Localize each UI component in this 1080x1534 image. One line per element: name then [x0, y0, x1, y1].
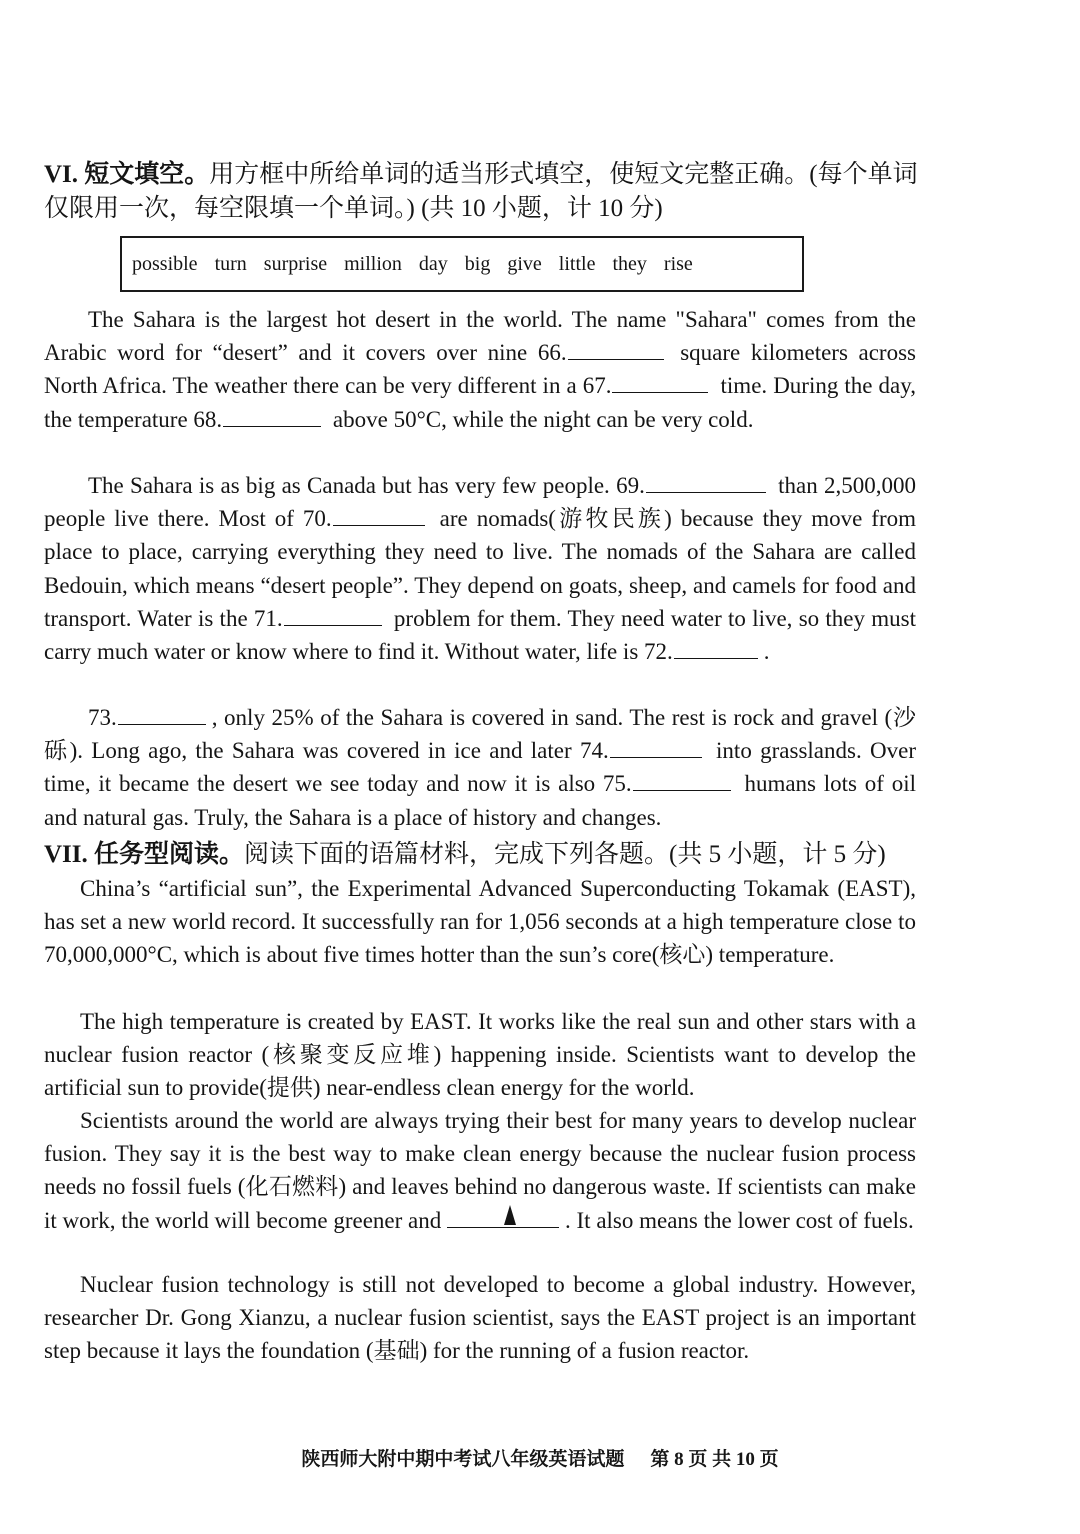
paragraph-text: into grasslands. Over time, it became the desert we see today and now it is also 75. [44, 738, 916, 797]
answer-blank-75[interactable] [633, 770, 731, 791]
answer-blank-67[interactable] [612, 372, 708, 393]
answer-blank-69[interactable] [646, 472, 766, 493]
footer-exam-title: 陕西师大附中期中考试八年级英语试题 [301, 1449, 625, 1470]
word-bank-word: turn [214, 252, 247, 275]
paragraph-text: 73. [88, 705, 117, 730]
answer-blank-70[interactable] [333, 505, 425, 526]
section-7-title-instructions: 阅读下面的语篇材料，完成下列各题。(共 5 小题，计 5 分) [244, 841, 886, 868]
paragraph-text: Scientists around the world are always trying their best for many years to develop nuclear fusion. They say it is the best way to make clean energy because the nuclear fusion process needs no fossil fuels (化石燃料) and leaves behind no dangerous waste. If scientists can make it work, the world will become greener and [44, 1108, 916, 1233]
word-bank-word: million [344, 252, 402, 275]
section-6-title-bold: VI. 短文填空。 [44, 161, 210, 188]
passage-paragraph-1 [44, 303, 916, 436]
section-7-title-bold: VII. 任务型阅读。 [44, 841, 245, 868]
word-bank-word: give [507, 252, 542, 275]
answer-blank-66[interactable] [568, 339, 664, 360]
paragraph-text: above 50°C, while the night can be very cold. [327, 406, 754, 432]
answer-blank-71[interactable] [284, 605, 382, 626]
word-bank-word: surprise [263, 252, 328, 275]
reading-paragraph-2 [44, 1005, 916, 1105]
word-bank-box [120, 236, 804, 292]
paragraph-text: . [763, 639, 770, 665]
answer-blank-73[interactable] [118, 704, 206, 725]
task-answer-blank[interactable] [447, 1205, 559, 1228]
passage-paragraph-2 [44, 469, 916, 668]
answer-blank-68[interactable] [223, 406, 321, 427]
paragraph-text: than 2,500,000 people live there. Most of 70. [44, 473, 916, 532]
page-footer [0, 1444, 1080, 1471]
answer-blank-74[interactable] [610, 737, 702, 758]
paragraph-text: The Sahara is as big as Canada but has very few people. 69. [88, 473, 645, 498]
word-bank-word: possible [132, 252, 198, 275]
reading-paragraph-3 [44, 1104, 916, 1237]
reading-paragraph-4 [44, 1268, 916, 1368]
paragraph-text: Nuclear fusion technology is still not developed to become a global industry. However, researcher Dr. Gong Xianzu, a nuclear fusion scientist, says the EAST project is an important step because it lays the foundation (基础) for the running of a fusion reactor. [44, 1272, 916, 1364]
passage-paragraph-3 [44, 701, 916, 834]
triangle-marker-icon [503, 1205, 517, 1225]
word-bank-word: rise [663, 252, 693, 275]
paragraph-text: problem for them. They need water to live, so they must carry much water or know where to find it. Without water, life is 72. [44, 605, 916, 665]
answer-blank-72[interactable] [674, 638, 758, 659]
paragraph-text: square kilometers across North Africa. The weather there can be very different in a 67. [44, 340, 916, 399]
paragraph-text: are nomads(游牧民族) because they move from place to place, carrying everything they need to live. The nomads of the Sahara are called Bedouin, which means “desert people”. They depend on goats, sheep, and camels for food and transport. Water is the 71. [44, 506, 916, 631]
word-bank-word: big [464, 252, 491, 275]
word-bank-word: day [418, 252, 448, 275]
section-7-heading [44, 838, 924, 872]
paragraph-text: , only 25% of the Sahara is covered in sand. The rest is rock and gravel (沙砾). Long ago, the Sahara was covered in ice and later 74. [44, 705, 916, 764]
word-bank-word: little [558, 252, 596, 275]
word-bank-word: they [612, 252, 647, 275]
paragraph-text: humans lots of oil and natural gas. Truly, the Sahara is a place of history and changes. [44, 771, 916, 830]
section-6-heading [44, 158, 924, 226]
paragraph-text: time. During the day, the temperature 68. [44, 373, 916, 432]
paragraph-text: The high temperature is created by EAST. It works like the real sun and other stars with a nuclear fusion reactor (核聚变反应堆) happening inside. Scientists want to develop the artificial sun to provide(提供) near-endless clean energy for the world. [44, 1009, 916, 1101]
paragraph-text: The Sahara is the largest hot desert in the world. The name "Sahara" comes from the Arabic word for “desert” and it covers over nine 66. [44, 307, 916, 366]
reading-paragraph-1 [44, 872, 916, 972]
footer-page-number: 第 8 页 共 10 页 [650, 1449, 779, 1470]
section-6-title-instructions: 用方框中所给单词的适当形式填空，使短文完整正确。(每个单词仅限用一次，每空限填一个单词。) (共 10 小题，计 10 分) [44, 161, 918, 222]
paragraph-text: China’s “artificial sun”, the Experimental Advanced Superconducting Tokamak (EAST), has set a new world record. It successfully ran for 1,056 seconds at a high temperature close to 70,000,000°C, which is about five times hotter than the sun’s core(核心) temperature. [44, 876, 916, 968]
paragraph-text: . It also means the lower cost of fuels. [565, 1207, 914, 1233]
